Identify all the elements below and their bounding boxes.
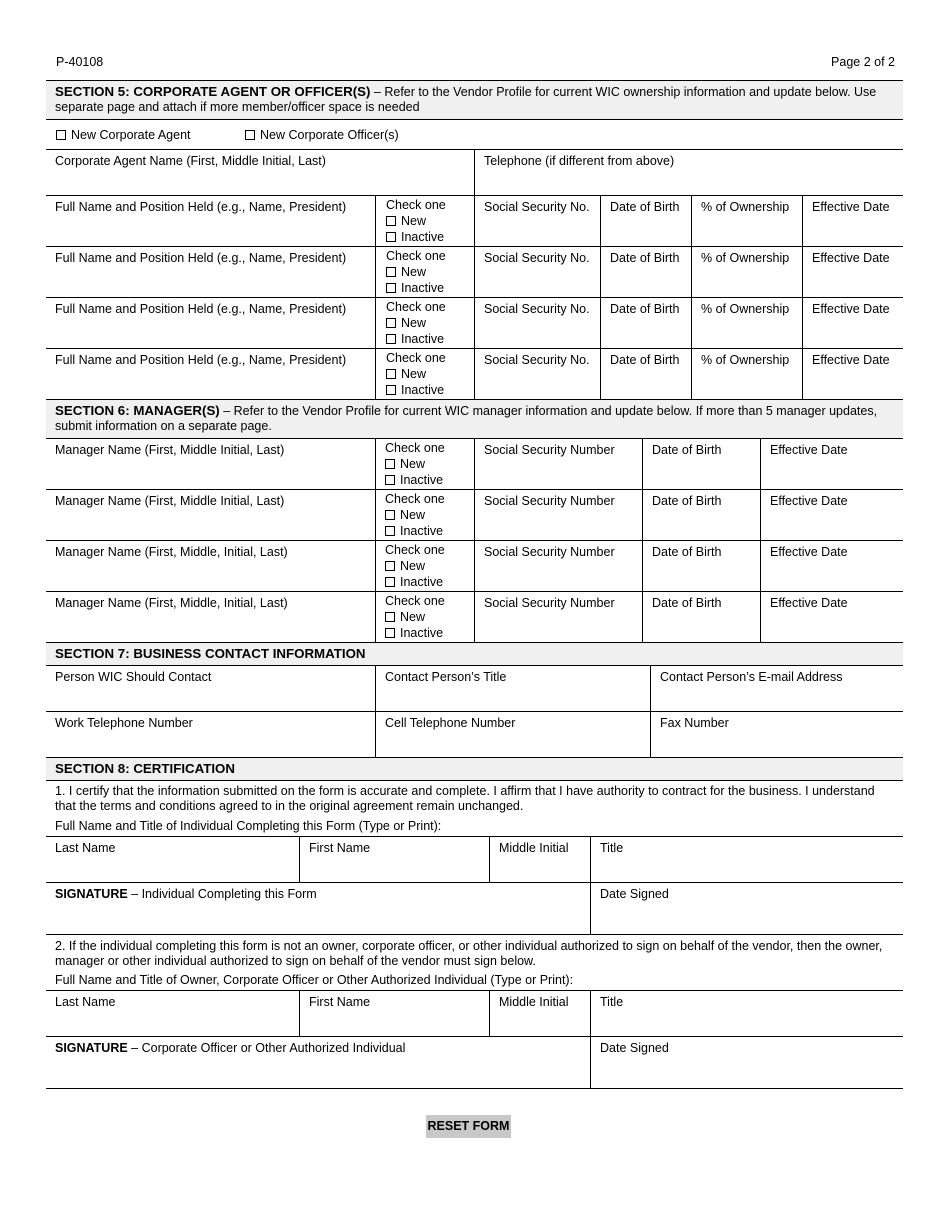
name-row-2 <box>46 990 903 1036</box>
middle-initial-field[interactable]: Middle Initial <box>489 837 590 882</box>
inactive-option[interactable]: Inactive <box>385 523 465 539</box>
certification-paragraph-2: 2. If the individual completing this form is not an owner, corporate officer, or other individual authorized to sign on behalf of the vendor, then the owner, manager or other individual authorized to sign on behalf of the vendor must sign below. <box>55 939 883 968</box>
manager-name-field[interactable]: Manager Name (First, Middle Initial, Last) <box>55 443 285 457</box>
dob-field[interactable]: Date of Birth <box>600 247 691 297</box>
check-one-label: Check one <box>385 441 445 455</box>
new-corporate-agent-option[interactable]: New Corporate Agent <box>56 127 245 143</box>
dob-field[interactable]: Date of Birth <box>642 439 760 489</box>
effective-date-field[interactable]: Effective Date <box>760 490 903 540</box>
contact-person-field[interactable]: Person WIC Should Contact <box>55 670 212 684</box>
status-check <box>375 541 474 591</box>
officer-row <box>46 195 903 246</box>
check-one-label: Check one <box>386 351 446 365</box>
officer-row <box>46 297 903 348</box>
effective-date-field[interactable]: Effective Date <box>802 298 903 348</box>
officer-name-field[interactable]: Full Name and Position Held (e.g., Name, President) <box>55 251 347 265</box>
check-one-label: Check one <box>386 198 446 212</box>
page-number: Page 2 of 2 <box>831 55 895 69</box>
fullname-instruction-2: Full Name and Title of Owner, Corporate Officer or Other Authorized Individual (Type or Print): <box>55 973 574 987</box>
ssn-field[interactable]: Social Security No. <box>474 247 600 297</box>
reset-form-button[interactable]: RESET FORM <box>426 1115 511 1138</box>
ownership-field[interactable]: % of Ownership <box>691 196 802 246</box>
new-option[interactable]: New <box>385 507 465 523</box>
manager-row <box>46 591 903 642</box>
ssn-field[interactable]: Social Security No. <box>474 196 600 246</box>
officer-row <box>46 348 903 399</box>
dob-field[interactable]: Date of Birth <box>600 196 691 246</box>
new-option[interactable]: New <box>386 366 464 382</box>
manager-name-field[interactable]: Manager Name (First, Middle, Initial, Last) <box>55 545 288 559</box>
work-phone-field[interactable]: Work Telephone Number <box>55 716 193 730</box>
status-check <box>375 349 474 399</box>
ownership-field[interactable]: % of Ownership <box>691 298 802 348</box>
form <box>46 80 903 1089</box>
checkbox-icon[interactable] <box>386 369 396 379</box>
agent-row <box>46 149 903 195</box>
officer-name-field[interactable]: Full Name and Position Held (e.g., Name, President) <box>55 302 347 316</box>
first-name-field[interactable]: First Name <box>299 837 489 882</box>
checkbox-icon[interactable] <box>386 267 396 277</box>
title-field[interactable]: Title <box>590 837 903 882</box>
manager-row <box>46 540 903 591</box>
checkbox-icon[interactable] <box>385 612 395 622</box>
last-name-field[interactable]: Last Name <box>55 995 116 1009</box>
manager-row <box>46 438 903 489</box>
inactive-option[interactable]: Inactive <box>386 331 464 347</box>
checkbox-icon[interactable] <box>385 526 395 536</box>
officer-row <box>46 246 903 297</box>
ssn-field[interactable]: Social Security Number <box>474 541 642 591</box>
title-field[interactable]: Title <box>590 991 903 1036</box>
ownership-field[interactable]: % of Ownership <box>691 247 802 297</box>
ownership-field[interactable]: % of Ownership <box>691 349 802 399</box>
ssn-field[interactable]: Social Security Number <box>474 439 642 489</box>
manager-name-field[interactable]: Manager Name (First, Middle, Initial, Last) <box>55 596 288 610</box>
dob-field[interactable]: Date of Birth <box>600 298 691 348</box>
effective-date-field[interactable]: Effective Date <box>802 247 903 297</box>
name-row-1 <box>46 836 903 882</box>
new-option[interactable]: New <box>385 456 465 472</box>
section7-title: SECTION 7: BUSINESS CONTACT INFORMATION <box>55 646 366 661</box>
check-one-label: Check one <box>386 249 446 263</box>
ssn-field[interactable]: Social Security No. <box>474 298 600 348</box>
section8-title: SECTION 8: CERTIFICATION <box>55 761 236 776</box>
effective-date-field[interactable]: Effective Date <box>802 196 903 246</box>
officer-name-field[interactable]: Full Name and Position Held (e.g., Name, President) <box>55 353 347 367</box>
dob-field[interactable]: Date of Birth <box>642 490 760 540</box>
check-one-label: Check one <box>385 543 445 557</box>
inactive-option[interactable]: Inactive <box>385 472 465 488</box>
checkbox-icon[interactable] <box>386 318 396 328</box>
check-one-label: Check one <box>385 594 445 608</box>
inactive-option[interactable]: Inactive <box>385 574 465 590</box>
dob-field[interactable]: Date of Birth <box>642 541 760 591</box>
contact-row <box>46 665 903 711</box>
section6-header <box>46 399 903 438</box>
inactive-option[interactable]: Inactive <box>386 382 464 398</box>
fullname-instruction-1: Full Name and Title of Individual Completing this Form (Type or Print): <box>55 819 442 833</box>
signature-row-1 <box>46 882 903 935</box>
inactive-option[interactable]: Inactive <box>386 229 464 245</box>
agent-telephone-field[interactable]: Telephone (if different from above) <box>474 150 903 195</box>
date-signed-field[interactable]: Date Signed <box>590 1037 903 1088</box>
manager-name-field[interactable]: Manager Name (First, Middle Initial, Last) <box>55 494 285 508</box>
inactive-option[interactable]: Inactive <box>386 280 464 296</box>
phone-row <box>46 711 903 757</box>
checkbox-icon[interactable] <box>386 334 396 344</box>
checkbox-icon[interactable] <box>56 130 66 140</box>
checkbox-icon[interactable] <box>385 628 395 638</box>
contact-email-field[interactable]: Contact Person’s E-mail Address <box>650 666 903 711</box>
ssn-field[interactable]: Social Security No. <box>474 349 600 399</box>
section5-header <box>46 80 903 119</box>
certification-paragraph-1: 1. I certify that the information submitted on the form is accurate and complete. I affirm that I have authority to contract for the business. I understand that the terms and conditions agreed to in the original agreement remain unchanged. <box>46 780 903 817</box>
status-check <box>375 592 474 642</box>
signature-field[interactable]: SIGNATURE – Corporate Officer or Other Authorized Individual <box>55 1041 406 1055</box>
dob-field[interactable]: Date of Birth <box>642 592 760 642</box>
checkbox-icon[interactable] <box>385 459 395 469</box>
new-option[interactable]: New <box>385 558 465 574</box>
check-one-label: Check one <box>386 300 446 314</box>
new-option[interactable]: New <box>385 609 465 625</box>
section5-desc: – Refer to the Vendor Profile for current WIC ownership information and update below. Use separate page and attach if more member/officer space is needed <box>55 85 877 114</box>
inactive-option[interactable]: Inactive <box>385 625 465 641</box>
checkbox-icon[interactable] <box>385 561 395 571</box>
manager-row <box>46 489 903 540</box>
officer-name-field[interactable]: Full Name and Position Held (e.g., Name, President) <box>55 200 347 214</box>
last-name-field[interactable]: Last Name <box>55 841 116 855</box>
dob-field[interactable]: Date of Birth <box>600 349 691 399</box>
section5-type-row <box>46 119 903 149</box>
signature-row-2 <box>46 1036 903 1089</box>
middle-initial-field[interactable]: Middle Initial <box>489 991 590 1036</box>
checkbox-icon[interactable] <box>245 130 255 140</box>
status-check <box>375 247 474 297</box>
new-corporate-officer-option[interactable]: New Corporate Officer(s) <box>245 127 399 143</box>
contact-title-field[interactable]: Contact Person’s Title <box>375 666 650 711</box>
section7-header <box>46 642 903 665</box>
status-check <box>375 196 474 246</box>
checkbox-icon[interactable] <box>385 577 395 587</box>
status-check <box>375 439 474 489</box>
ssn-field[interactable]: Social Security Number <box>474 592 642 642</box>
signature-field[interactable]: SIGNATURE – Individual Completing this Form <box>55 887 317 901</box>
first-name-field[interactable]: First Name <box>299 991 489 1036</box>
fax-field[interactable]: Fax Number <box>650 712 903 757</box>
section5-title: SECTION 5: CORPORATE AGENT OR OFFICER(S) <box>55 84 371 99</box>
effective-date-field[interactable]: Effective Date <box>760 592 903 642</box>
effective-date-field[interactable]: Effective Date <box>760 541 903 591</box>
form-number: P-40108 <box>56 55 104 69</box>
status-check <box>375 490 474 540</box>
check-one-label: Check one <box>385 492 445 506</box>
new-option[interactable]: New <box>386 315 464 331</box>
checkbox-icon[interactable] <box>385 510 395 520</box>
effective-date-field[interactable]: Effective Date <box>760 439 903 489</box>
effective-date-field[interactable]: Effective Date <box>802 349 903 399</box>
new-option[interactable]: New <box>386 264 464 280</box>
section8-header <box>46 757 903 780</box>
cell-phone-field[interactable]: Cell Telephone Number <box>375 712 650 757</box>
agent-name-field[interactable]: Corporate Agent Name (First, Middle Initial, Last) <box>55 154 326 168</box>
section6-desc: – Refer to the Vendor Profile for current WIC manager information and update below. If more than 5 manager updates, submit information on a separate page. <box>55 404 878 433</box>
checkbox-icon[interactable] <box>386 216 396 226</box>
checkbox-icon[interactable] <box>385 475 395 485</box>
ssn-field[interactable]: Social Security Number <box>474 490 642 540</box>
date-signed-field[interactable]: Date Signed <box>590 883 903 934</box>
section6-title: SECTION 6: MANAGER(S) <box>55 403 220 418</box>
checkbox-icon[interactable] <box>386 385 396 395</box>
checkbox-icon[interactable] <box>386 283 396 293</box>
new-option[interactable]: New <box>386 213 464 229</box>
checkbox-icon[interactable] <box>386 232 396 242</box>
status-check <box>375 298 474 348</box>
